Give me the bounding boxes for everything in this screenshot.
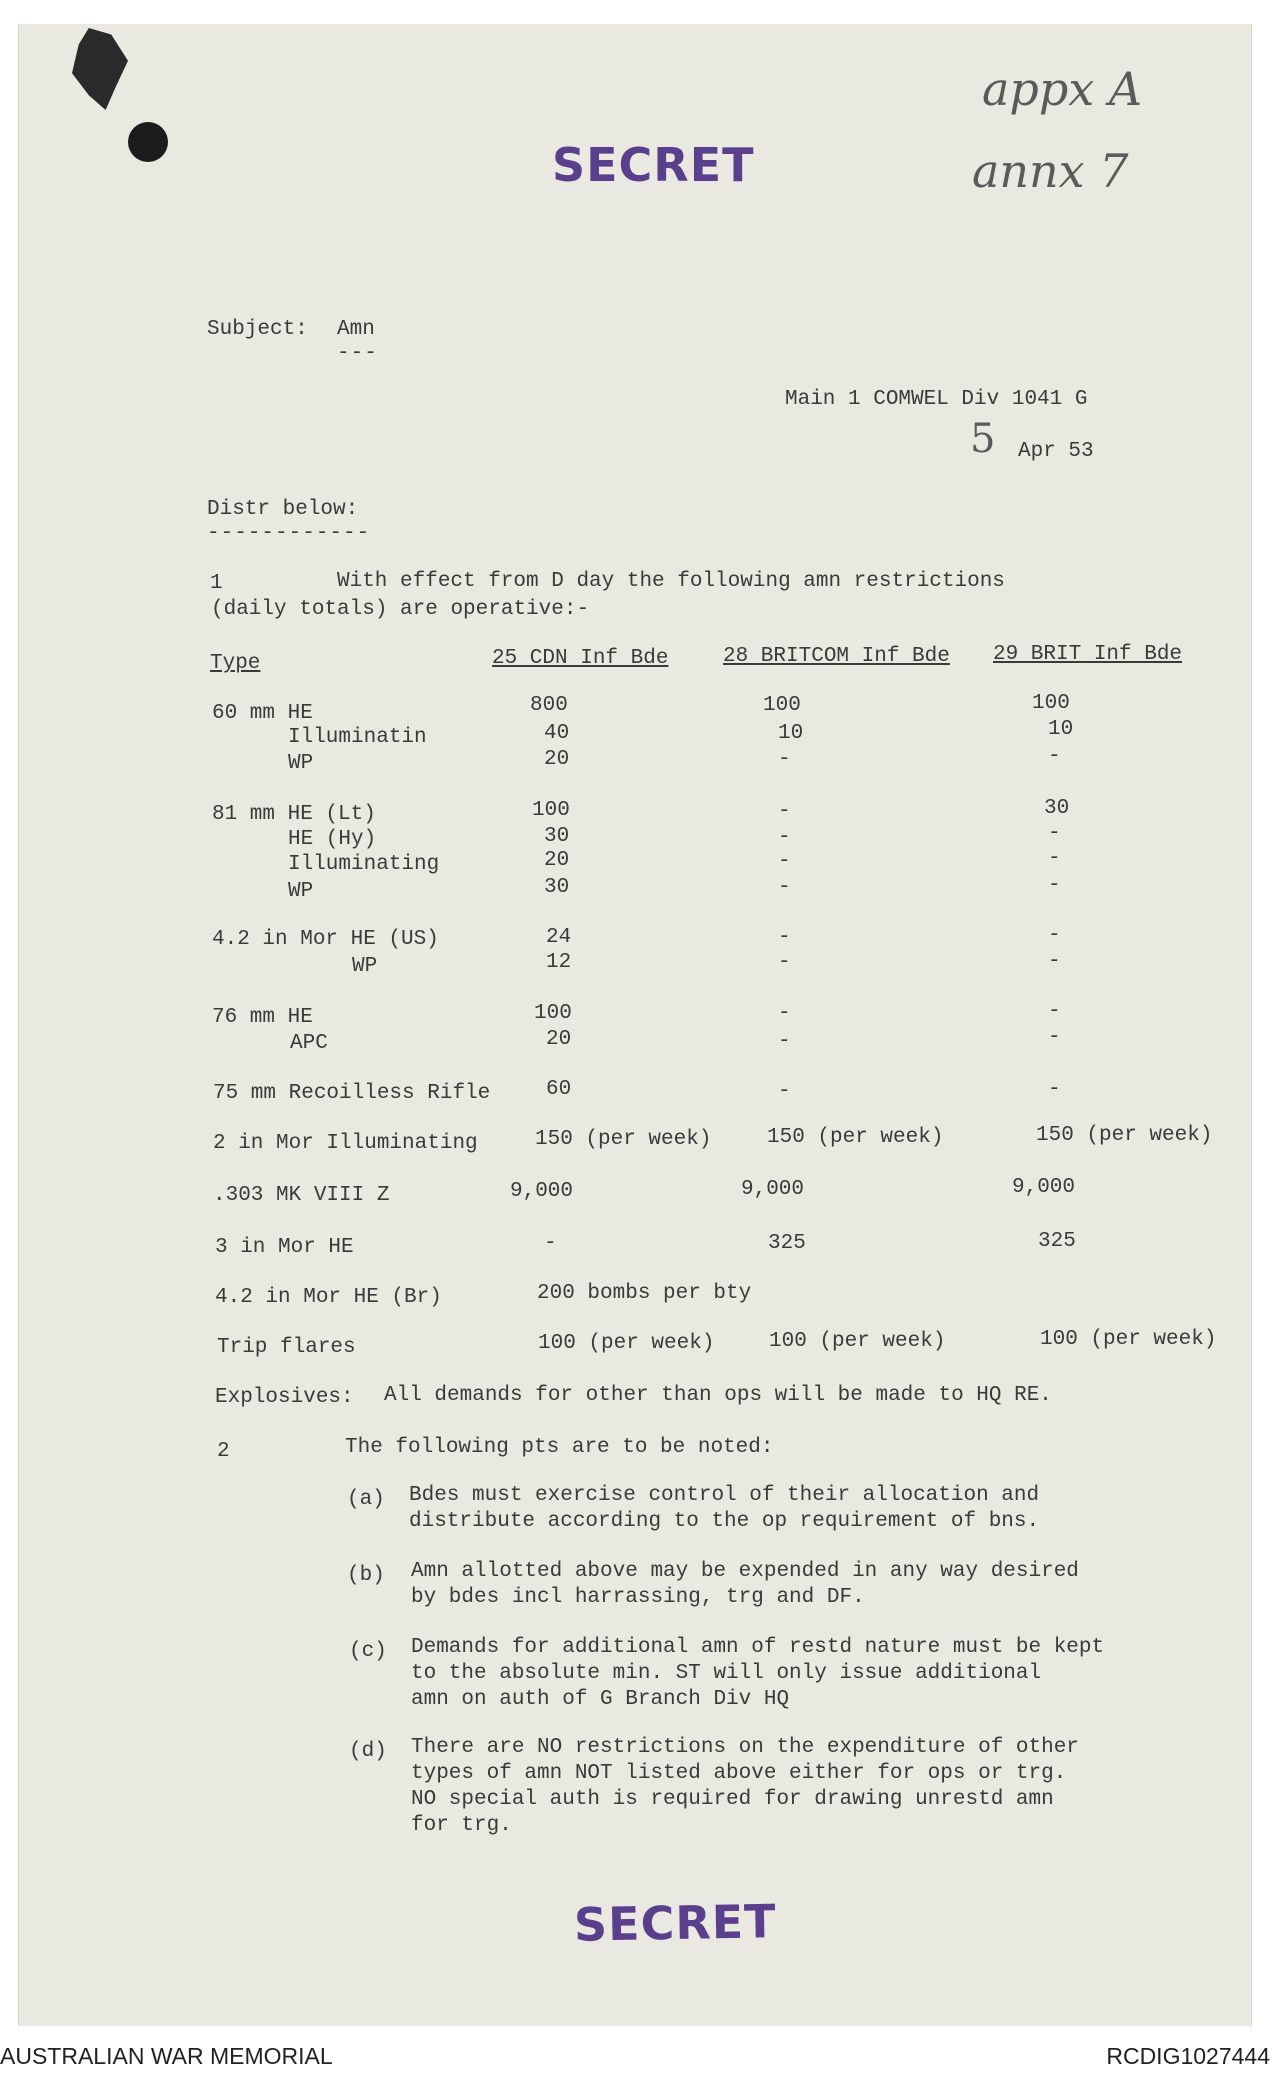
- row-cell-c1: 800: [530, 694, 568, 717]
- reference-line: Main 1 COMWEL Div 1041 G: [785, 388, 1088, 411]
- item-line: to the absolute min. ST will only issue additional: [411, 1662, 1042, 1685]
- row-type: 81 mm HE (Lt): [212, 803, 376, 826]
- header-25-cdn: 25 CDN Inf Bde: [492, 647, 669, 670]
- row-cell-c2: 100: [763, 694, 801, 717]
- row-cell-c2: -: [778, 876, 791, 899]
- row-cell-c1: 100: [534, 1002, 572, 1025]
- row-type: Trip flares: [217, 1336, 356, 1359]
- row-cell-c1: 100 (per week): [538, 1332, 715, 1355]
- secret-stamp-top: SECRET: [552, 138, 755, 192]
- row-cell-c3: -: [1048, 1026, 1061, 1049]
- archive-footer: [0, 2026, 1280, 2082]
- handwritten-annx: annx 7: [972, 144, 1129, 198]
- para1-number: 1: [210, 572, 223, 595]
- row-cell-c2: -: [778, 1030, 791, 1053]
- row-cell-c3: -: [1048, 1078, 1061, 1101]
- para2-number: 2: [217, 1440, 230, 1463]
- row-cell-c2: -: [778, 1080, 791, 1103]
- subject-value: Amn: [337, 318, 375, 341]
- row-cell-c3: -: [1048, 874, 1061, 897]
- row-cell-c3: 30: [1044, 797, 1070, 820]
- item-line: amn on auth of G Branch Div HQ: [411, 1688, 790, 1711]
- handwritten-day: 5: [970, 416, 996, 462]
- item-label: (d): [349, 1740, 387, 1763]
- item-label: (a): [347, 1488, 385, 1511]
- explosives-text: All demands for other than ops will be made to HQ RE.: [384, 1384, 1052, 1407]
- header-29-brit: 29 BRIT Inf Bde: [993, 643, 1183, 666]
- row-cell-c3: 9,000: [1012, 1176, 1076, 1199]
- row-type: 2 in Mor Illuminating: [213, 1132, 478, 1155]
- row-cell-c1: 100: [532, 799, 570, 822]
- para1-line2: (daily totals) are operative:-: [211, 598, 590, 621]
- row-cell-c1: 40: [544, 722, 570, 745]
- subject-underline: ---: [337, 342, 378, 365]
- row-cell-c3: -: [1048, 950, 1061, 973]
- row-type: WP: [288, 752, 314, 775]
- row-cell-c2: -: [778, 826, 791, 849]
- row-cell-c2: -: [778, 748, 791, 771]
- distr-label: Distr below:: [207, 498, 359, 521]
- row-cell-c2: -: [778, 926, 791, 949]
- row-cell-c2: 150 (per week): [767, 1126, 944, 1149]
- row-cell-c1: 60: [546, 1078, 572, 1101]
- row-cell-c2: 325: [768, 1232, 806, 1255]
- item-line: Demands for additional amn of restd nature must be kept: [411, 1636, 1105, 1659]
- row-cell-c3: 10: [1048, 718, 1074, 741]
- row-cell-c1: 30: [544, 825, 570, 848]
- explosives-label: Explosives:: [215, 1386, 354, 1409]
- row-cell-c1: 20: [544, 849, 570, 872]
- secret-stamp-bottom: SECRET: [573, 1894, 778, 1952]
- item-line: Amn allotted above may be expended in any way desired: [411, 1560, 1079, 1583]
- row-cell-c1: 12: [546, 951, 572, 974]
- distr-underline: ------------: [207, 522, 371, 545]
- item-line: NO special auth is required for drawing unrestd amn: [411, 1788, 1054, 1811]
- row-cell-c2: 10: [778, 722, 804, 745]
- punch-hole: [128, 122, 168, 162]
- row-type: HE (Hy): [288, 828, 377, 851]
- document-page: [18, 24, 1252, 2026]
- subject-label: Subject:: [207, 318, 308, 341]
- handwritten-appx: appx A: [982, 62, 1143, 116]
- row-cell-c1: -: [544, 1232, 557, 1255]
- item-line: distribute according to the op requirement of bns.: [409, 1510, 1040, 1533]
- row-type: Illuminating: [288, 853, 440, 876]
- header-28-britcom: 28 BRITCOM Inf Bde: [723, 645, 950, 668]
- row-cell-c1: 150 (per week): [535, 1128, 712, 1151]
- item-line: for trg.: [411, 1814, 512, 1837]
- archive-id: RCDIG1027444: [1106, 2043, 1270, 2069]
- row-cell-c2: -: [778, 1002, 791, 1025]
- row-cell-c3: -: [1048, 822, 1061, 845]
- row-type: 3 in Mor HE: [215, 1236, 354, 1259]
- row-cell-c3: 150 (per week): [1036, 1124, 1213, 1147]
- archive-credit: AUSTRALIAN WAR MEMORIAL: [0, 2043, 333, 2069]
- row-cell-c3: -: [1048, 924, 1061, 947]
- row-type: Illuminatin: [288, 726, 427, 749]
- row-cell-c1: 30: [544, 876, 570, 899]
- row-type: 4.2 in Mor HE (Br): [215, 1286, 442, 1309]
- item-line: by bdes incl harrassing, trg and DF.: [411, 1586, 865, 1609]
- header-type: Type: [210, 652, 261, 675]
- row-cell-c1: 20: [544, 748, 570, 771]
- row-cell-c3: 100: [1032, 692, 1070, 715]
- row-type: 76 mm HE: [212, 1006, 313, 1029]
- row-cell-c3: 325: [1038, 1230, 1076, 1253]
- row-cell-c2: -: [778, 951, 791, 974]
- row-cell-c1: 20: [546, 1028, 572, 1051]
- item-label: (c): [349, 1640, 387, 1663]
- row-cell-c3: 100 (per week): [1040, 1328, 1217, 1351]
- item-line: types of amn NOT listed above either for ops or trg.: [411, 1762, 1067, 1785]
- reference-date: Apr 53: [1018, 440, 1094, 463]
- para2-intro: The following pts are to be noted:: [345, 1436, 774, 1459]
- item-line: There are NO restrictions on the expenditure of other: [411, 1736, 1079, 1759]
- row-type: .303 MK VIII Z: [213, 1184, 390, 1207]
- row-cell-c2: 9,000: [741, 1178, 805, 1201]
- row-type: 75 mm Recoilless Rifle: [213, 1082, 491, 1105]
- row-type: APC: [290, 1032, 328, 1055]
- row-cell-c1: 200 bombs per bty: [537, 1282, 752, 1305]
- row-type: WP: [288, 880, 314, 903]
- row-cell-c1: 9,000: [510, 1180, 574, 1203]
- row-cell-c3: -: [1048, 847, 1061, 870]
- row-cell-c2: 100 (per week): [769, 1330, 946, 1353]
- row-type: 60 mm HE: [212, 702, 313, 725]
- row-type: 4.2 in Mor HE (US): [212, 928, 439, 951]
- para1-line1: With effect from D day the following amn restrictions: [337, 570, 1005, 593]
- row-cell-c3: -: [1048, 1000, 1061, 1023]
- row-cell-c1: 24: [546, 926, 572, 949]
- row-cell-c3: -: [1048, 745, 1061, 768]
- row-cell-c2: -: [778, 800, 791, 823]
- item-label: (b): [347, 1564, 385, 1587]
- item-line: Bdes must exercise control of their allocation and: [409, 1484, 1040, 1507]
- row-cell-c2: -: [778, 850, 791, 873]
- row-type: WP: [352, 955, 378, 978]
